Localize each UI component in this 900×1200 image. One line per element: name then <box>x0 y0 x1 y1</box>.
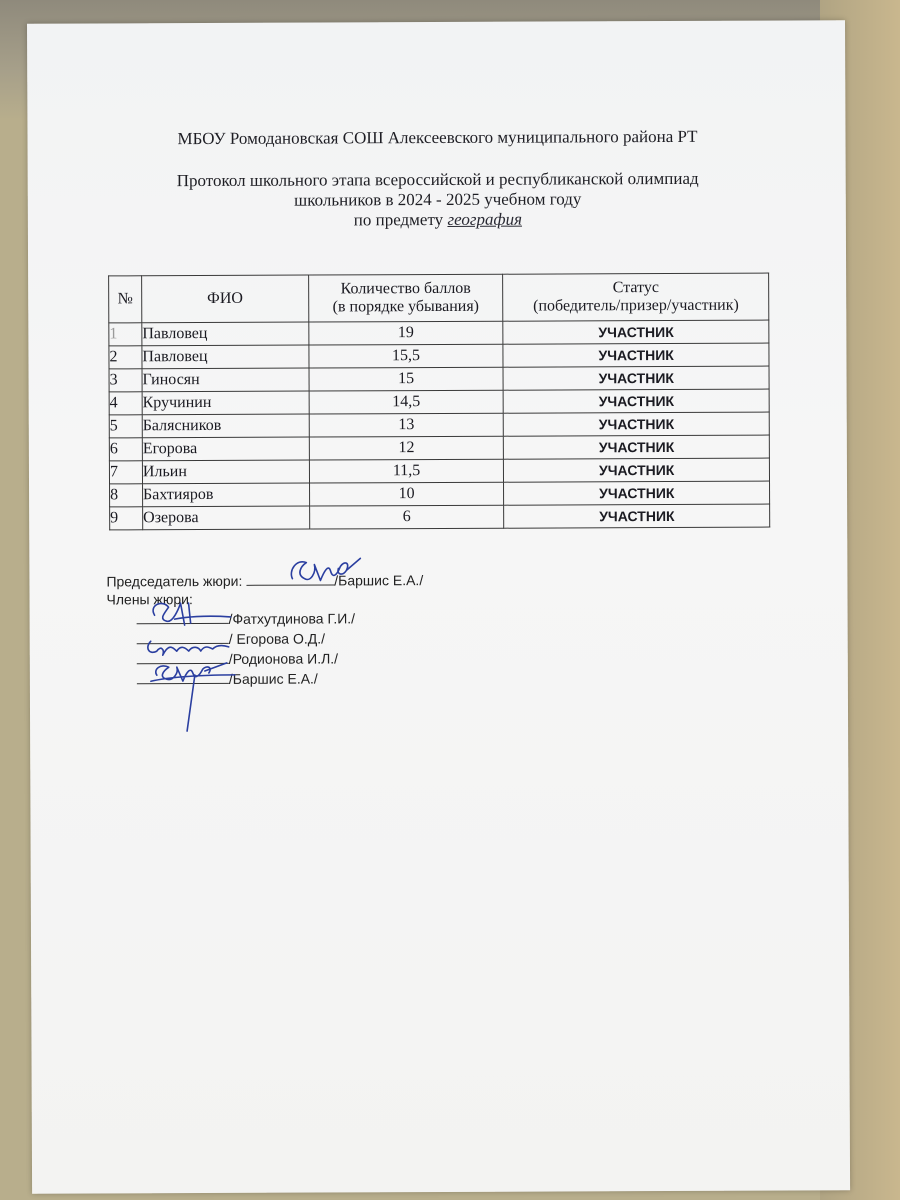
header-status-line2: (победитель/призер/участник) <box>533 296 739 315</box>
row-status: УЧАСТНИК <box>504 458 770 482</box>
row-num: 4 <box>109 392 142 415</box>
header-num: № <box>109 276 142 323</box>
row-score: 12 <box>309 436 504 460</box>
header-score-line2: (в порядке убывания) <box>332 297 480 316</box>
row-score: 13 <box>309 413 504 437</box>
row-num: 6 <box>109 438 142 461</box>
table-row <box>109 458 769 484</box>
row-status: УЧАСТНИК <box>504 481 770 505</box>
jury-member-name: /Родионова И.Л./ <box>228 650 339 667</box>
table-row <box>109 343 769 369</box>
row-num: 7 <box>109 461 142 484</box>
row-name: Павловец <box>142 345 309 369</box>
row-name: Гиносян <box>142 368 309 392</box>
row-num: 5 <box>109 415 142 438</box>
jury-chair-name: /Баршис Е.А./ <box>334 572 424 589</box>
row-status: УЧАСТНИК <box>503 320 769 344</box>
table-row <box>109 320 769 346</box>
subject-name: география <box>447 209 523 229</box>
row-name: Егорова <box>142 437 309 461</box>
header-score <box>308 274 503 322</box>
subject-line <box>88 208 788 231</box>
row-score: 14,5 <box>309 390 504 414</box>
jury-chair-line <box>106 572 423 589</box>
row-status: УЧАСТНИК <box>504 389 770 413</box>
jury-member-name: /Баршис Е.А./ <box>228 670 318 687</box>
header-name: ФИО <box>142 275 309 323</box>
table-row <box>109 412 769 438</box>
table-row <box>109 435 769 461</box>
row-status: УЧАСТНИК <box>503 366 769 390</box>
paper-sheet <box>27 20 850 1194</box>
row-num: 9 <box>110 507 143 530</box>
row-status: УЧАСТНИК <box>504 435 770 459</box>
member-signature-barshis <box>149 661 239 735</box>
table-row <box>109 366 769 392</box>
jury-member-name: / Егорова О.Д./ <box>228 630 326 647</box>
row-score: 11,5 <box>309 459 504 483</box>
row-name: Павловец <box>142 322 309 346</box>
row-name: Бахтияров <box>142 483 309 507</box>
document-header <box>87 126 787 231</box>
row-score: 15 <box>309 367 504 391</box>
protocol-title-line2: школьников в 2024 - 2025 учебном году <box>294 189 582 210</box>
row-name: Озерова <box>143 506 310 530</box>
row-status: УЧАСТНИК <box>504 504 770 528</box>
member-signature-egorova <box>143 633 233 663</box>
organization-title: МБОУ Ромодановская СОШ Алексеевского муниципального района РТ <box>177 126 698 149</box>
header-status-line1: Статус <box>612 279 660 297</box>
header-status <box>503 273 769 321</box>
table-header-row <box>109 273 769 323</box>
chair-signature <box>286 552 366 592</box>
row-name: Кручинин <box>142 391 309 415</box>
jury-members-label: Члены жюри: <box>106 591 193 608</box>
table-row <box>110 504 770 530</box>
member-signature-fatkhutdinova <box>144 595 234 631</box>
row-score: 19 <box>309 321 504 345</box>
results-table <box>108 273 770 531</box>
row-score: 10 <box>309 482 504 506</box>
subject-prefix: по предмету <box>353 209 448 230</box>
protocol-title-line1: Протокол школьного этапа всероссийской и республиканской олимпиад <box>176 168 699 191</box>
jury-member-name: /Фатхутдинова Г.И./ <box>228 610 356 627</box>
row-score: 15,5 <box>309 344 504 368</box>
row-num: 3 <box>109 369 142 392</box>
row-num: 1 <box>109 323 142 346</box>
jury-chair-label: Председатель жюри: <box>106 572 243 590</box>
row-status: УЧАСТНИК <box>504 412 770 436</box>
row-num: 2 <box>109 346 142 369</box>
table-row <box>110 481 770 507</box>
row-name: Ильин <box>142 460 309 484</box>
row-num: 8 <box>110 484 143 507</box>
table-row <box>109 389 769 415</box>
header-score-line1: Количество баллов <box>340 279 471 298</box>
row-score: 6 <box>309 505 504 529</box>
row-name: Балясников <box>142 414 309 438</box>
row-status: УЧАСТНИК <box>503 343 769 367</box>
